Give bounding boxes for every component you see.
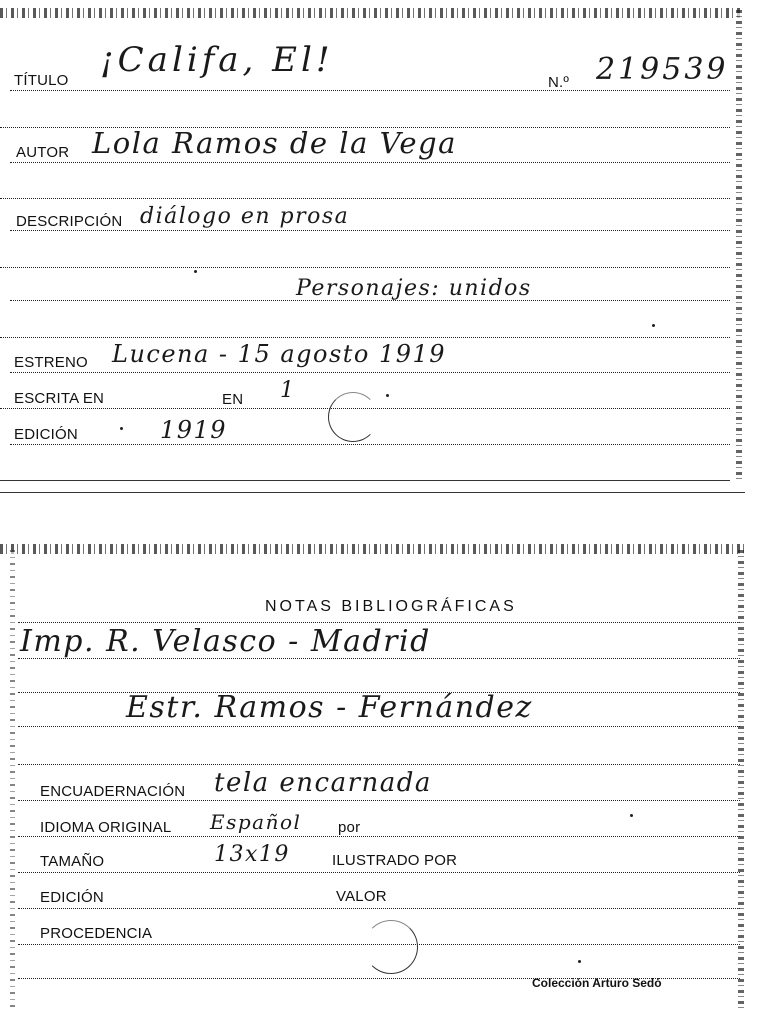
catalog-card-back (0, 540, 745, 1020)
ink-speck (386, 394, 389, 397)
descripcion-label: DESCRIPCIÓN (16, 213, 123, 230)
row-rule (18, 908, 740, 909)
tamano-value: 13x19 (214, 842, 290, 867)
escrita-label: ESCRITA EN (14, 390, 105, 407)
autor-value: Lola Ramos de la Vega (92, 126, 457, 160)
personajes-value: Personajes: unidos (296, 276, 532, 301)
row-rule (18, 622, 740, 623)
row-rule (10, 230, 730, 231)
row-rule (18, 836, 740, 837)
numero-value: 219539 (596, 52, 729, 87)
autor-label: AUTOR (16, 144, 70, 161)
tamano-label: TAMAÑO (40, 853, 105, 870)
row-rule (10, 444, 730, 445)
punch-hole-mark (328, 392, 378, 442)
titulo-value: ¡Califa, El! (100, 40, 334, 80)
row-rule (0, 480, 730, 481)
en-label: EN (222, 391, 244, 408)
ink-speck (630, 814, 633, 817)
en-value: 1 (280, 378, 296, 403)
encuadernacion-label: ENCUADERNACIÓN (40, 783, 186, 800)
por-label: por (338, 819, 361, 836)
idioma-label: IDIOMA ORIGINAL (40, 819, 172, 836)
note-line-1: Imp. R. Velasco - Madrid (20, 624, 431, 659)
row-rule (10, 162, 730, 163)
row-rule (18, 872, 740, 873)
notas-heading: NOTAS BIBLIOGRÁFICAS (265, 598, 517, 615)
card-edge-top (0, 544, 745, 554)
catalog-card-front (0, 0, 745, 490)
edicion-label: EDICIÓN (14, 426, 78, 443)
ink-speck (120, 427, 123, 430)
note-line-2: Estr. Ramos - Fernández (126, 690, 533, 725)
card-edge-top (0, 8, 740, 18)
punch-hole-mark (364, 920, 418, 974)
card-separator (0, 492, 745, 493)
row-rule (10, 90, 730, 91)
ilustrado-label: ILUSTRADO POR (332, 852, 458, 869)
row-rule (18, 764, 740, 765)
valor-label: VALOR (336, 888, 387, 905)
descripcion-value: diálogo en prosa (140, 204, 350, 229)
row-rule (0, 337, 730, 338)
collection-stamp: Colección Arturo Sedó (532, 976, 662, 990)
idioma-value: Español (210, 810, 302, 834)
row-rule (0, 267, 730, 268)
ink-speck (652, 324, 655, 327)
ink-speck (194, 270, 197, 273)
row-rule (18, 800, 740, 801)
row-rule (0, 198, 730, 199)
edicion-value: 1919 (160, 416, 228, 444)
row-rule (18, 726, 740, 727)
encuadernacion-value: tela encarnada (214, 768, 432, 798)
card-edge-right (736, 10, 742, 480)
estreno-label: ESTRENO (14, 354, 88, 371)
edicion-label-back: EDICIÓN (40, 889, 104, 906)
card-edge-left (10, 550, 15, 1010)
row-rule (10, 372, 730, 373)
numero-label: N.º (548, 74, 570, 91)
procedencia-label: PROCEDENCIA (40, 925, 153, 942)
estreno-value: Lucena - 15 agosto 1919 (112, 340, 447, 368)
ink-speck (578, 960, 581, 963)
titulo-label: TÍTULO (14, 72, 69, 89)
card-edge-right (738, 550, 744, 1010)
